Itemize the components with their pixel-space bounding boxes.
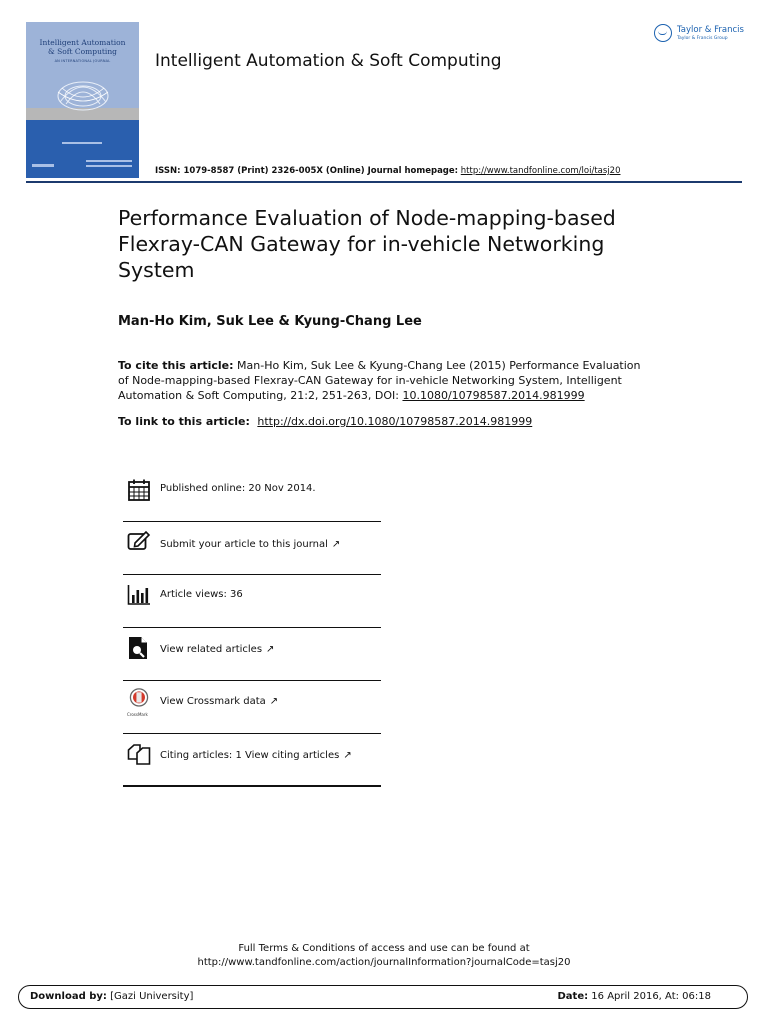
related-articles-label: View related articles (160, 644, 263, 655)
external-link-icon: ↗ (269, 696, 279, 707)
terms-and-conditions (0, 942, 768, 970)
citing-articles-label: Citing articles: 1 View citing articles (160, 750, 340, 761)
document-search-icon (127, 636, 151, 660)
cover-small-text-line (62, 142, 102, 144)
citing-articles-text (160, 750, 352, 761)
cover-arch-graphic (56, 70, 110, 114)
taylor-francis-logo (654, 23, 746, 47)
cite-label: To cite this article: (118, 359, 234, 372)
citation-block (118, 358, 648, 403)
crossmark-label: View Crossmark data (160, 696, 266, 707)
calendar-icon (127, 478, 151, 502)
external-link-icon: ↗ (343, 750, 352, 761)
terms-line1: Full Terms & Conditions of access and use can be found at (238, 943, 530, 954)
cover-title-line2: & Soft Computing (48, 47, 117, 56)
crossmark-logo-text: CrossMark (127, 712, 148, 717)
cover-subtitle: AN INTERNATIONAL JOURNAL (54, 59, 111, 63)
edit-icon (127, 530, 151, 554)
download-date-value: 16 April 2016, At: 06:18 (591, 991, 711, 1002)
cover-editor-line (86, 160, 132, 162)
issn-line (155, 166, 620, 176)
citing-articles-icon (127, 742, 151, 766)
crossmark-row[interactable] (123, 681, 381, 731)
related-articles-row[interactable] (123, 628, 381, 678)
related-articles-text (160, 644, 274, 655)
article-title: Performance Evaluation of Node-mapping-based Flexray-CAN Gateway for in-vehicle Networking System (118, 206, 616, 282)
journal-cover-image (26, 22, 139, 178)
journal-homepage-link[interactable]: http://www.tandfonline.com/loi/tasj20 (460, 166, 621, 176)
cover-title (30, 38, 135, 56)
download-info-bar (18, 985, 748, 1009)
link-line (118, 415, 532, 428)
terms-link[interactable]: http://www.tandfonline.com/action/journalInformation?journalCode=tasj20 (197, 957, 571, 968)
crossmark-icon (127, 688, 151, 712)
published-online-text: Published online: 20 Nov 2014. (160, 483, 316, 494)
external-link-icon: ↗ (266, 644, 275, 655)
cite-doi-link[interactable]: 10.1080/10798587.2014.981999 (402, 389, 585, 402)
download-date (557, 991, 711, 1002)
link-label: To link to this article: (118, 415, 250, 428)
article-views-text: Article views: 36 (160, 589, 243, 600)
citing-articles-row[interactable] (123, 734, 381, 784)
cover-publisher-mark (32, 164, 54, 167)
bar-chart-icon (127, 583, 151, 607)
article-views-row (123, 575, 381, 625)
publisher-group: Taylor & Francis Group (677, 36, 728, 41)
cover-editor-line (86, 165, 132, 167)
download-date-label: Date: (557, 991, 589, 1002)
cover-title-line1: Intelligent Automation (39, 38, 126, 47)
publisher-logo-icon (654, 24, 672, 42)
download-by (30, 991, 193, 1002)
article-doi-link[interactable]: http://dx.doi.org/10.1080/10798587.2014.981999 (257, 415, 533, 428)
download-by-value: [Gazi University] (110, 991, 194, 1002)
header-divider (26, 181, 742, 183)
cite-text: Man-Ho Kim, Suk Lee & Kyung-Chang Lee (2015) Performance Evaluation of Node-mapping-based Flexray-CAN Gateway for in-vehicle Networking System, Intelligent Automation & Soft Computing, 21:2, 251-263, DOI: (118, 359, 641, 402)
published-online-row (123, 466, 381, 516)
article-authors: Man-Ho Kim, Suk Lee & Kyung-Chang Lee (118, 314, 422, 329)
issn-label: ISSN: 1079-8587 (Print) 2326-005X (Online) Journal homepage: (155, 166, 459, 176)
external-link-icon: ↗ (331, 539, 341, 550)
download-by-label: Download by: (30, 991, 107, 1002)
submit-article-row[interactable] (123, 522, 381, 572)
submit-article-label: Submit your article to this journal (160, 539, 328, 550)
info-bottom-rule (123, 785, 381, 787)
crossmark-text (160, 696, 278, 707)
publisher-name: Taylor & Francis (677, 25, 744, 35)
submit-article-text (160, 539, 340, 550)
journal-title: Intelligent Automation & Soft Computing (155, 51, 502, 71)
